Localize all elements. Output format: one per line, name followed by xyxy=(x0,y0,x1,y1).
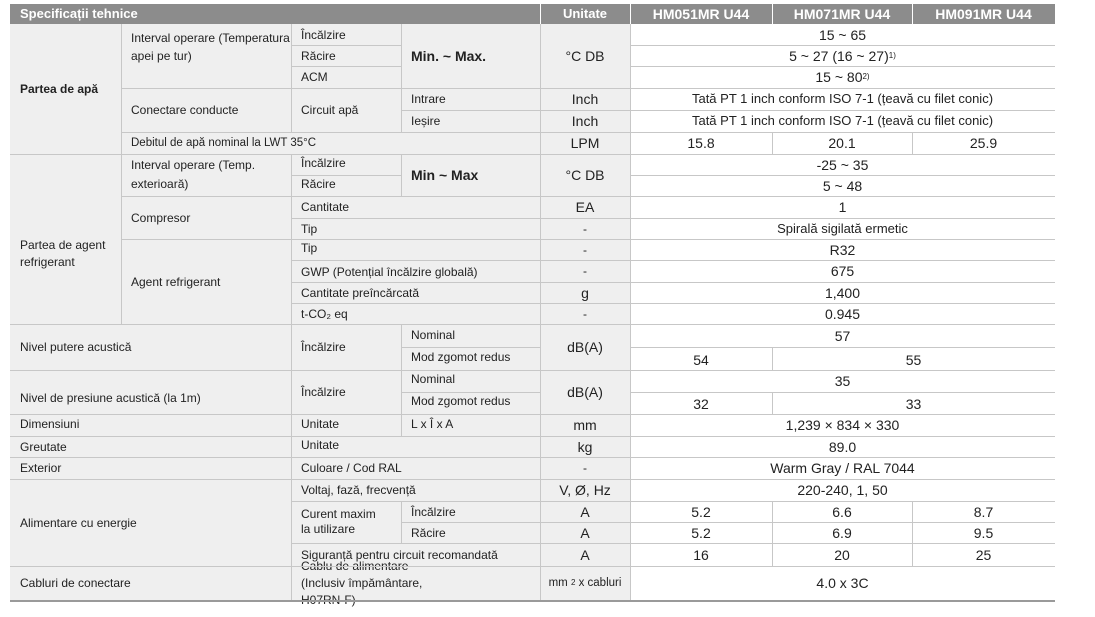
cables-value: 4.0 x 3C xyxy=(630,566,1055,600)
weight-unit: kg xyxy=(577,438,593,455)
gwp-unit: - xyxy=(583,264,587,278)
outlet-value: Tată PT 1 inch conform ISO 7-1 (țeavă cu filet conic) xyxy=(630,110,1055,132)
dimensions-sub-label: Unitate xyxy=(301,417,340,431)
refrigerant-group-label: Partea de agent refrigerant xyxy=(20,238,106,269)
sound-pressure-nominal-value: 35 xyxy=(630,370,1055,392)
sound-power-silent-value-1: 54 xyxy=(630,349,772,370)
sound-power-label: Nivel putere acustică xyxy=(20,340,132,354)
voltage-unit: V, Ø, Hz xyxy=(559,482,611,498)
weight-label: Greutate xyxy=(20,439,67,454)
dimensions-label: Dimensiuni xyxy=(20,417,80,431)
inlet-value: Tată PT 1 inch conform ISO 7-1 (țeavă cu filet conic) xyxy=(630,88,1055,110)
sound-pressure-label: Nivel de presiune acustică (la 1m) xyxy=(20,391,201,405)
current-cooling-value-2: 6.9 xyxy=(772,522,912,543)
inlet-label: Intrare xyxy=(411,92,446,106)
sound-power-heating-label: Încălzire xyxy=(301,340,346,354)
sound-pressure-silent-value-2: 33 xyxy=(772,393,1055,414)
sound-pressure-silent-value-1: 32 xyxy=(630,393,772,414)
header-title: Specificații tehnice xyxy=(10,4,540,24)
compressor-quantity-value: 1 xyxy=(630,196,1055,218)
tco2-label: t-CO₂ eq xyxy=(301,306,348,321)
weight-sub-label: Unitate xyxy=(301,437,340,452)
flow-value-2: 20.1 xyxy=(772,132,912,154)
compressor-type-value: Spirală sigilată ermetic xyxy=(630,218,1055,239)
exterior-value: Warm Gray / RAL 7044 xyxy=(630,457,1055,479)
precharge-unit: g xyxy=(581,284,589,301)
precharge-value: 1,400 xyxy=(630,282,1055,303)
cables-sub-label: (Inclusiv împământare, xyxy=(301,575,423,590)
agent-label: Agent refrigerant xyxy=(131,274,221,289)
current-heating-unit: A xyxy=(580,503,590,520)
fuse-label: Siguranță pentru circuit recomandată xyxy=(301,547,498,562)
tco2-unit: - xyxy=(583,306,587,321)
compressor-type-unit: - xyxy=(583,221,587,236)
water-interval-label: Interval operare (Temperatura apei pe tur) xyxy=(131,31,290,63)
sound-power-silent-value-2: 55 xyxy=(772,349,1055,370)
current-heating-value-2: 6.6 xyxy=(772,501,912,522)
water-cooling-label: Răcire xyxy=(301,48,336,63)
sound-power-unit: dB(A) xyxy=(567,339,603,355)
current-heating-value-3: 8.7 xyxy=(912,501,1055,522)
voltage-value: 220-240, 1, 50 xyxy=(630,479,1055,501)
current-heating-value-1: 5.2 xyxy=(630,501,772,522)
flow-label: Debitul de apă nominal la LWT 35°C xyxy=(131,137,317,149)
precharge-label: Cantitate preîncărcată xyxy=(301,285,420,300)
agent-type-value: R32 xyxy=(630,239,1055,260)
sound-pressure-unit: dB(A) xyxy=(567,384,603,400)
water-dhw-value: 15 ~ 80 2) xyxy=(630,66,1055,88)
cables-label: Cabluri de conectare xyxy=(20,576,131,590)
sound-pressure-heating-label: Încălzire xyxy=(301,385,346,399)
water-minmax-label: Min. ~ Max. xyxy=(411,48,487,64)
power-label: Alimentare cu energie xyxy=(20,515,137,530)
cables-unit: mm 2 x cabluri xyxy=(548,577,622,589)
flow-value-1: 15.8 xyxy=(630,132,772,154)
water-heating-label: Încălzire xyxy=(301,27,346,42)
sound-power-silent-label: Mod zgomot redus xyxy=(411,350,511,364)
dimensions-value: 1,239 × 834 × 330 xyxy=(630,414,1055,436)
current-cooling-value-1: 5.2 xyxy=(630,522,772,543)
dimensions-unit: mm xyxy=(573,417,597,433)
water-group-label: Partea de apă xyxy=(20,82,99,96)
exterior-sub-label: Culoare / Cod RAL xyxy=(301,461,402,475)
current-cooling-label: Răcire xyxy=(411,525,446,540)
compressor-quantity-unit: EA xyxy=(575,199,595,215)
header-model-1: HM051MR U44 xyxy=(630,4,772,24)
fuse-value-1: 16 xyxy=(630,543,772,566)
ref-heating-value: -25 ~ 35 xyxy=(630,154,1055,175)
outlet-unit: Inch xyxy=(571,113,599,129)
dimensions-lwh-label: L x Î x A xyxy=(411,417,454,431)
ref-cooling-value: 5 ~ 48 xyxy=(630,175,1055,196)
gwp-value: 675 xyxy=(630,260,1055,282)
ref-temp-unit: °C DB xyxy=(565,167,605,183)
flow-unit: LPM xyxy=(570,135,600,151)
water-temp-unit: °C DB xyxy=(565,48,605,64)
compressor-quantity-label: Cantitate xyxy=(301,199,350,214)
spec-table xyxy=(10,4,1055,603)
header-unit: Unitate xyxy=(540,4,630,24)
ref-cooling-label: Răcire xyxy=(301,176,336,191)
fuse-value-2: 20 xyxy=(772,543,912,566)
flow-value-3: 25.9 xyxy=(912,132,1055,154)
voltage-label: Voltaj, fază, frecvență xyxy=(301,482,416,497)
fuse-value-3: 25 xyxy=(912,543,1055,566)
weight-value: 89.0 xyxy=(630,436,1055,457)
gwp-label: GWP (Potențial încălzire globală) xyxy=(301,264,478,279)
sound-power-nominal-label: Nominal xyxy=(411,328,456,342)
ref-minmax-label: Min ~ Max xyxy=(411,167,479,183)
current-heating-label: Încălzire xyxy=(411,504,456,519)
ref-heating-label: Încălzire xyxy=(301,155,346,170)
pipe-connection-label: Conectare conducte xyxy=(131,103,239,117)
water-heating-value: 15 ~ 65 xyxy=(630,24,1055,45)
inlet-unit: Inch xyxy=(571,91,599,107)
outlet-label: Ieșire xyxy=(411,114,441,128)
tco2-value: 0.945 xyxy=(630,303,1055,324)
sound-pressure-nominal-label: Nominal xyxy=(411,372,456,386)
agent-type-label: Tip xyxy=(301,240,318,255)
sound-pressure-silent-label: Mod zgomot redus xyxy=(411,394,511,408)
water-cooling-value: 5 ~ 27 (16 ~ 27) 1) xyxy=(630,45,1055,66)
compressor-type-label: Tip xyxy=(301,222,318,236)
water-circuit-label: Circuit apă xyxy=(301,103,359,117)
current-cooling-value-3: 9.5 xyxy=(912,522,1055,543)
header-model-3: HM091MR U44 xyxy=(912,4,1055,24)
agent-type-unit: - xyxy=(583,242,587,257)
compressor-label: Compresor xyxy=(131,210,191,225)
exterior-label: Exterior xyxy=(20,461,62,475)
water-dhw-label: ACM xyxy=(301,70,328,84)
refrigerant-interval-label: Interval operare (Temp. exterioară) xyxy=(131,158,256,191)
header-model-2: HM071MR U44 xyxy=(772,4,912,24)
current-cooling-unit: A xyxy=(580,524,590,541)
fuse-unit: A xyxy=(580,546,590,563)
sound-power-nominal-value: 57 xyxy=(630,324,1055,347)
max-current-label: Curent maxim la utilizare xyxy=(301,507,376,536)
exterior-unit: - xyxy=(583,461,587,475)
